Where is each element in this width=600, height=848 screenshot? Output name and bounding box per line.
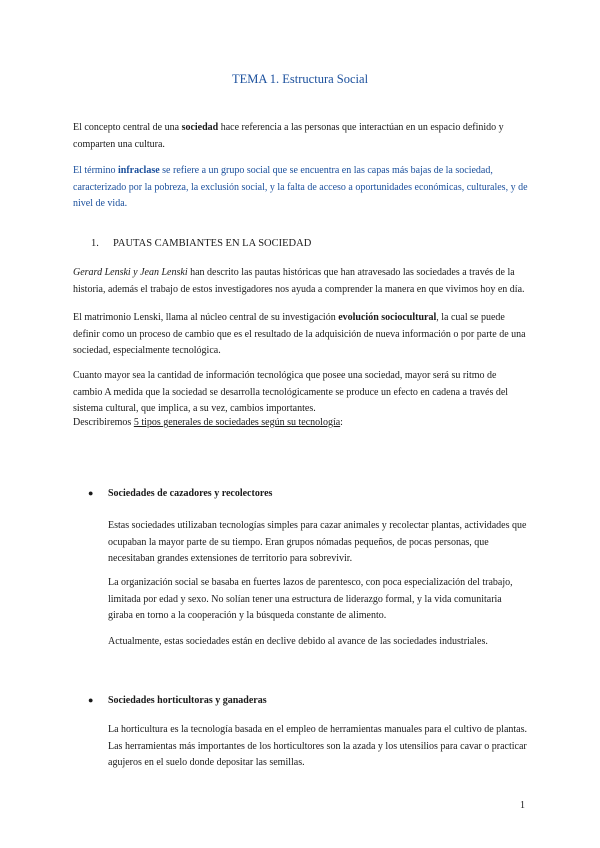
underlined-text: 5 tipos generales de sociedades según su tecnología bbox=[133, 417, 341, 428]
bullet-icon: ● bbox=[88, 488, 94, 498]
section-title: PAUTAS CAMBIANTES EN LA SOCIEDAD bbox=[113, 238, 312, 249]
bullet-paragraph: Actualmente, estas sociedades están en declive debido al avance de las sociedades industriales. bbox=[108, 636, 488, 647]
bullet-paragraph: Estas sociedades utilizaban tecnologías simples para cazar animales y recolectar plantas, actividades que ocupaban la mayor parte de su tiempo. Eran grupos nómadas pequeños, de pocas personas, que necesitaban grandes extensiones de territorio para sobrevivir. bbox=[108, 520, 527, 564]
bullet-title: Sociedades horticultoras y ganaderas bbox=[108, 695, 267, 706]
text-span: El concepto central de una bbox=[73, 122, 182, 133]
section-paragraph-2 bbox=[73, 310, 528, 360]
bold-term: infraclase bbox=[118, 165, 160, 176]
section-heading bbox=[73, 238, 311, 249]
page-number: 1 bbox=[520, 800, 525, 811]
bullet-title: Sociedades de cazadores y recolectores bbox=[108, 488, 273, 499]
bullet-icon: ● bbox=[88, 695, 94, 705]
section-paragraph-1 bbox=[73, 265, 528, 298]
text-span: : bbox=[340, 417, 343, 428]
text-span: han descrito las pautas históricas que han atravesado las sociedades a través de la historia, además el trabajo de estos investigadores nos ayuda a comprender la manera en que vivimos hoy en día. bbox=[73, 267, 525, 295]
intro-paragraph-2 bbox=[73, 163, 528, 213]
section-paragraph-4 bbox=[73, 415, 528, 432]
text-span: El matrimonio Lenski, llama al núcleo central de su investigación bbox=[73, 312, 339, 323]
section-number: 1. bbox=[91, 238, 99, 249]
section-paragraph-3: Cuanto mayor sea la cantidad de información tecnológica que posee una sociedad, mayor será su ritmo de cambio A medida que la sociedad se desarrolla tecnológicamente se produce un efecto en cadena a través del sistema cultural, que implica, a su vez, cambios importantes. bbox=[73, 370, 509, 414]
text-span: hace referencia a las personas que interactúan en un espacio definido y comparten una cultura. bbox=[73, 122, 504, 150]
bullet-paragraph: La organización social se basaba en fuertes lazos de parentesco, con poca especialización del trabajo, limitada por edad y sexo. No solían tener una estructura de liderazgo formal, y la vida comunitaria giraba en torno a la cooperación y la búsqueda constante de alimento. bbox=[108, 577, 513, 621]
bullet-paragraph: La horticultura es la tecnología basada en el empleo de herramientas manuales para el cultivo de plantas. Las herramientas más importantes de los horticultores son la azada y los utensilios para cavar o practicar agujeros en el suelo donde depositar las semillas. bbox=[108, 724, 527, 768]
bullet-heading bbox=[88, 488, 272, 499]
intro-paragraph-1 bbox=[73, 120, 528, 153]
bold-term: sociedad bbox=[181, 122, 219, 133]
text-span: se refiere a un grupo social que se encuentra en las capas más bajas de la sociedad, caracterizado por la pobreza, la exclusión social, y la falta de acceso a oportunidades económicas, culturales, y de nivel de vida. bbox=[73, 165, 528, 209]
text-span: El término bbox=[73, 165, 118, 176]
page-title: TEMA 1. Estructura Social bbox=[231, 72, 369, 86]
italic-names: Gerard Lenski y Jean Lenski bbox=[73, 267, 188, 278]
text-span: , la cual se puede definir como un proceso de cambio que es el resultado de la adquisición de nueva información o por parte de una sociedad, especialmente tecnológica. bbox=[73, 312, 526, 356]
bullet-heading bbox=[88, 695, 267, 706]
text-span: Describiremos bbox=[73, 417, 134, 428]
bold-term: evolución sociocultural bbox=[338, 312, 437, 323]
